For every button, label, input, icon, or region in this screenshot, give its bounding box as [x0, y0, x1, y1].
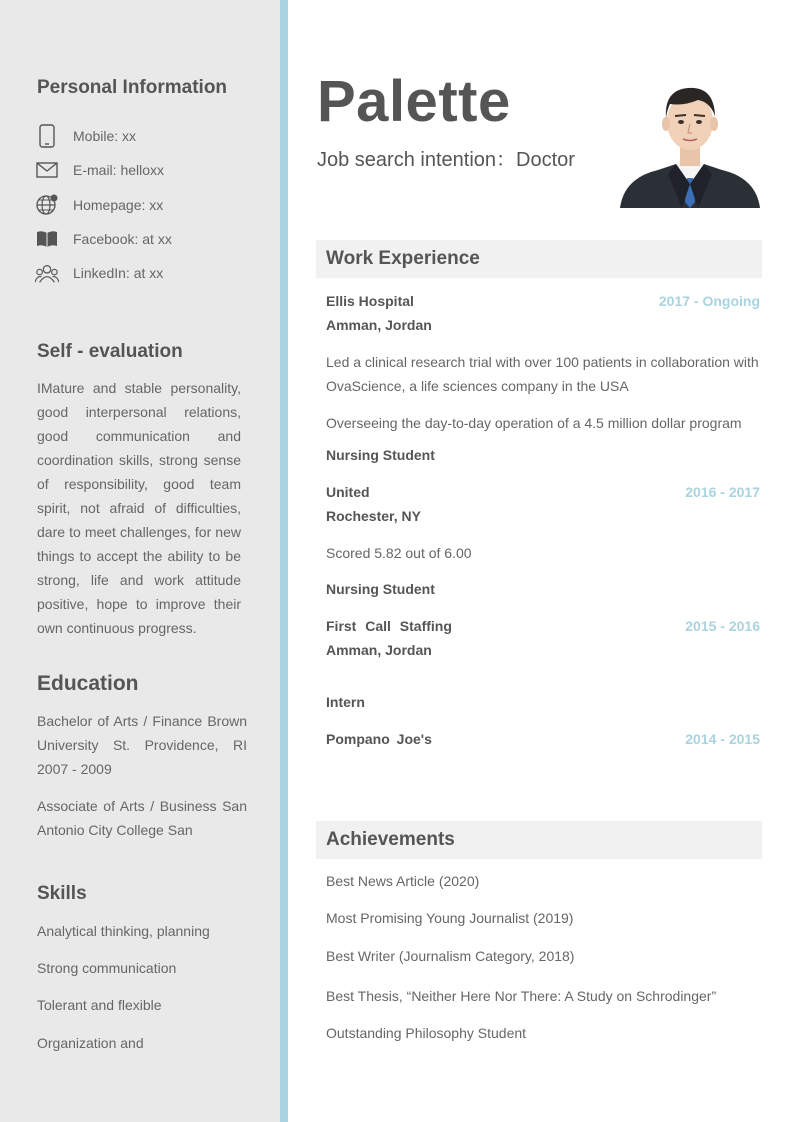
work-org: First Call Staffing [326, 618, 452, 634]
job-intention: Job search intention：Doctor [317, 149, 575, 171]
contact-homepage-label: Homepage: xx [73, 196, 164, 213]
skill-item: Organization and [37, 1035, 144, 1051]
achievements-header [316, 821, 762, 859]
contact-homepage [35, 188, 265, 222]
achievement-item: Best Writer (Journalism Category, 2018) [326, 948, 575, 964]
achievement-item: Outstanding Philosophy Student [326, 1025, 527, 1041]
education-heading: Education [37, 672, 139, 695]
achievement-item: Best News Article (2020) [326, 873, 480, 889]
achievements-title: Achievements [326, 829, 455, 850]
people-icon [35, 261, 59, 285]
work-location: Amman, Jordan [326, 642, 432, 658]
skills-heading: Skills [37, 883, 87, 904]
work-bullet: Led a clinical research trial with over 100 patients in collaboration with OvaScience, a life sciences company in the USA [326, 354, 759, 394]
work-date: 2014 - 2015 [685, 731, 760, 747]
work-org: Ellis Hospital [326, 293, 414, 309]
work-experience-header [316, 240, 762, 278]
work-bullet: Scored 5.82 out of 6.00 [326, 545, 472, 561]
work-date: 2016 - 2017 [685, 484, 760, 500]
contact-email-label: E-mail: helloxx [73, 162, 165, 179]
work-role: Nursing Student [326, 581, 435, 597]
self-evaluation-text: IMature and stable personality, good interpersonal relations, good communication and coordination skills, strong sense of responsibility, good team spirit, not afraid of difficulties, dare to meet challenges, for new things to accept the ability to be strong, life and work attitude positive, hope to improve their own continuous progress. [37, 380, 241, 636]
contact-mobile [35, 119, 265, 153]
achievement-item: Best Thesis, “Neither Here Nor There: A Study on Schrodinger” [326, 988, 717, 1004]
candidate-name: Palette [317, 69, 511, 134]
contact-facebook [35, 222, 265, 256]
contact-linkedin [35, 256, 265, 290]
education-item: Associate of Arts / Business San Antonio City College San [37, 798, 247, 838]
sidebar-accent-stripe [280, 0, 288, 1122]
phone-icon [35, 124, 59, 148]
work-bullet: Overseeing the day-to-day operation of a 4.5 million dollar program [326, 415, 742, 431]
education-item: Bachelor of Arts / Finance Brown University St. Providence, RI 2007 - 2009 [37, 713, 247, 777]
personal-info-heading: Personal Information [37, 77, 228, 98]
work-date: 2015 - 2016 [685, 618, 760, 634]
profile-photo [618, 78, 762, 208]
skill-item: Strong communication [37, 960, 177, 976]
work-org: United [326, 484, 370, 500]
contact-linkedin-label: LinkedIn: at xx [73, 265, 164, 282]
globe-icon [35, 193, 59, 217]
contact-email [35, 153, 265, 187]
work-experience-title: Work Experience [326, 248, 480, 269]
skill-item: Tolerant and flexible [37, 997, 162, 1013]
skill-item: Analytical thinking, planning [37, 923, 210, 939]
mail-icon [35, 158, 59, 182]
work-date: 2017 - Ongoing [658, 293, 760, 309]
work-role: Intern [326, 694, 365, 710]
achievement-item: Most Promising Young Journalist (2019) [326, 910, 574, 926]
work-org: Pompano Joe's [326, 731, 432, 747]
work-role: Nursing Student [326, 447, 435, 463]
self-evaluation-heading: Self - evaluation [37, 341, 183, 362]
contact-mobile-label: Mobile: xx [73, 128, 137, 145]
work-location: Amman, Jordan [326, 317, 432, 333]
contact-list [35, 119, 265, 290]
work-location: Rochester, NY [326, 508, 421, 524]
contact-facebook-label: Facebook: at xx [73, 231, 172, 248]
book-icon [35, 227, 59, 251]
